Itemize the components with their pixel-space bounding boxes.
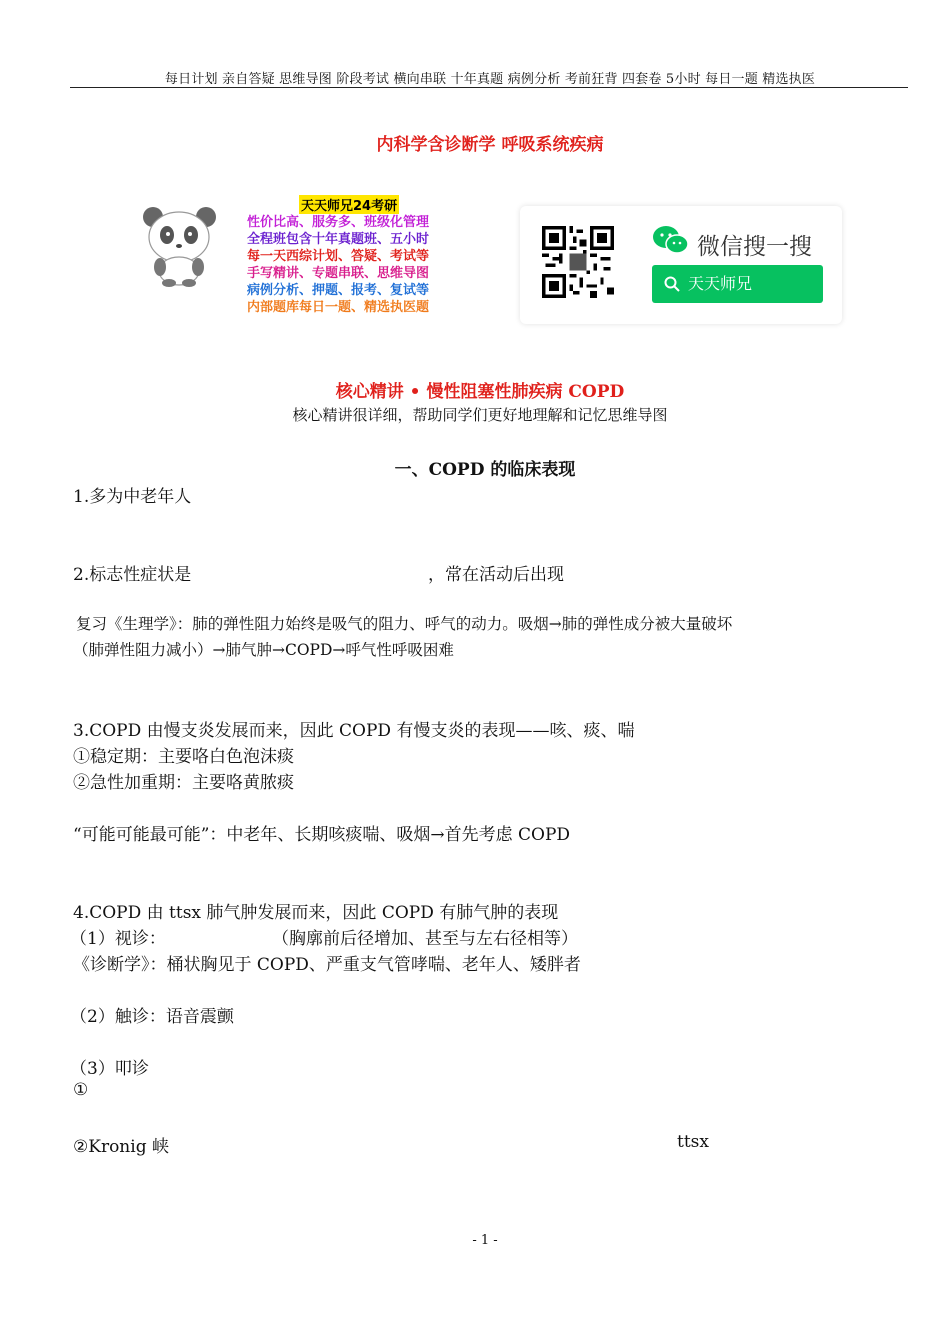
- promo-heading: 天天师兄24考研: [299, 195, 399, 214]
- promo-line: 性价比高、服务多、班级化管理: [247, 215, 430, 230]
- quote-text: “可能可能最可能”：中老年、长期咳痰喘、吸烟→首先考虑 COPD: [73, 825, 571, 845]
- wechat-search-button[interactable]: [652, 265, 823, 303]
- promo-line: 内部题库每日一题、精选执医题: [247, 300, 430, 315]
- diagnosis-note: 《诊断学》：桶状胸见于 COPD、严重支气管哮喘、老年人、矮胖者: [73, 955, 581, 975]
- list-item: （3）叩诊: [70, 1059, 149, 1079]
- section-subtitle: 核心精讲很详细，帮助同学们更好地理解和记忆思维导图: [292, 406, 668, 424]
- promo-line: 手写精讲、专题串联、思维导图: [247, 266, 430, 281]
- list-item: （2）触诊：语音震颤: [70, 1007, 234, 1027]
- watermark-text: ttsx: [677, 1132, 709, 1152]
- paragraph: 2.标志性症状是: [73, 565, 192, 585]
- header-nav-text: 每日计划 亲自答疑 思维导图 阶段考试 横向串联 十年真题 病例分析 考前狂背 四套卷 5小时 每日一题 精选执医: [164, 72, 816, 87]
- promo-line: 每一天西综计划、答疑、考试等: [247, 249, 430, 264]
- search-icon: [664, 276, 680, 292]
- chapter-title: 一、COPD 的临床表现: [394, 460, 576, 480]
- wechat-search-label: 天天师兄: [688, 274, 753, 293]
- paragraph: 3.COPD 由慢支炎发展而来，因此 COPD 有慢支炎的表现——咳、痰、喘: [73, 721, 635, 741]
- paragraph: 1.多为中老年人: [73, 487, 192, 507]
- panda-mascot-icon: [137, 203, 222, 288]
- list-item: （1）视诊：: [70, 929, 166, 949]
- promo-line: 病例分析、押题、报考、复试等: [247, 283, 430, 298]
- section-title: 核心精讲 • 慢性阻塞性肺疾病 COPD: [335, 382, 625, 402]
- wechat-search-title: 微信搜一搜: [697, 234, 812, 260]
- list-item: ①: [73, 1080, 89, 1100]
- review-text: 复习《生理学》：肺的弹性阻力始终是吸气的阻力、呼气的动力。吸烟→肺的弹性成分被大量破坏: [76, 615, 733, 633]
- paragraph: ，常在活动后出现: [428, 565, 564, 585]
- promo-line: 全程班包含十年真题班、五小时: [247, 232, 430, 247]
- header-divider: [70, 87, 908, 88]
- promo-block: [247, 195, 467, 316]
- review-text: （肺弹性阻力减小）→肺气肿→COPD→呼气性呼吸困难: [73, 641, 454, 659]
- page-number: - 1 -: [472, 1233, 498, 1248]
- document-title: 内科学含诊断学 呼吸系统疾病: [376, 135, 604, 155]
- paragraph: 4.COPD 由 ttsx 肺气肿发展而来，因此 COPD 有肺气肿的表现: [73, 903, 559, 923]
- list-item: ②Kronig 峡: [73, 1137, 169, 1157]
- list-item: （胸廓前后径增加、甚至与左右径相等）: [272, 929, 578, 949]
- wechat-logo-icon: [652, 225, 690, 255]
- list-item: ②急性加重期：主要咯黄脓痰: [73, 773, 294, 793]
- list-item: ①稳定期：主要咯白色泡沫痰: [73, 747, 294, 767]
- qr-code-icon: [542, 226, 614, 298]
